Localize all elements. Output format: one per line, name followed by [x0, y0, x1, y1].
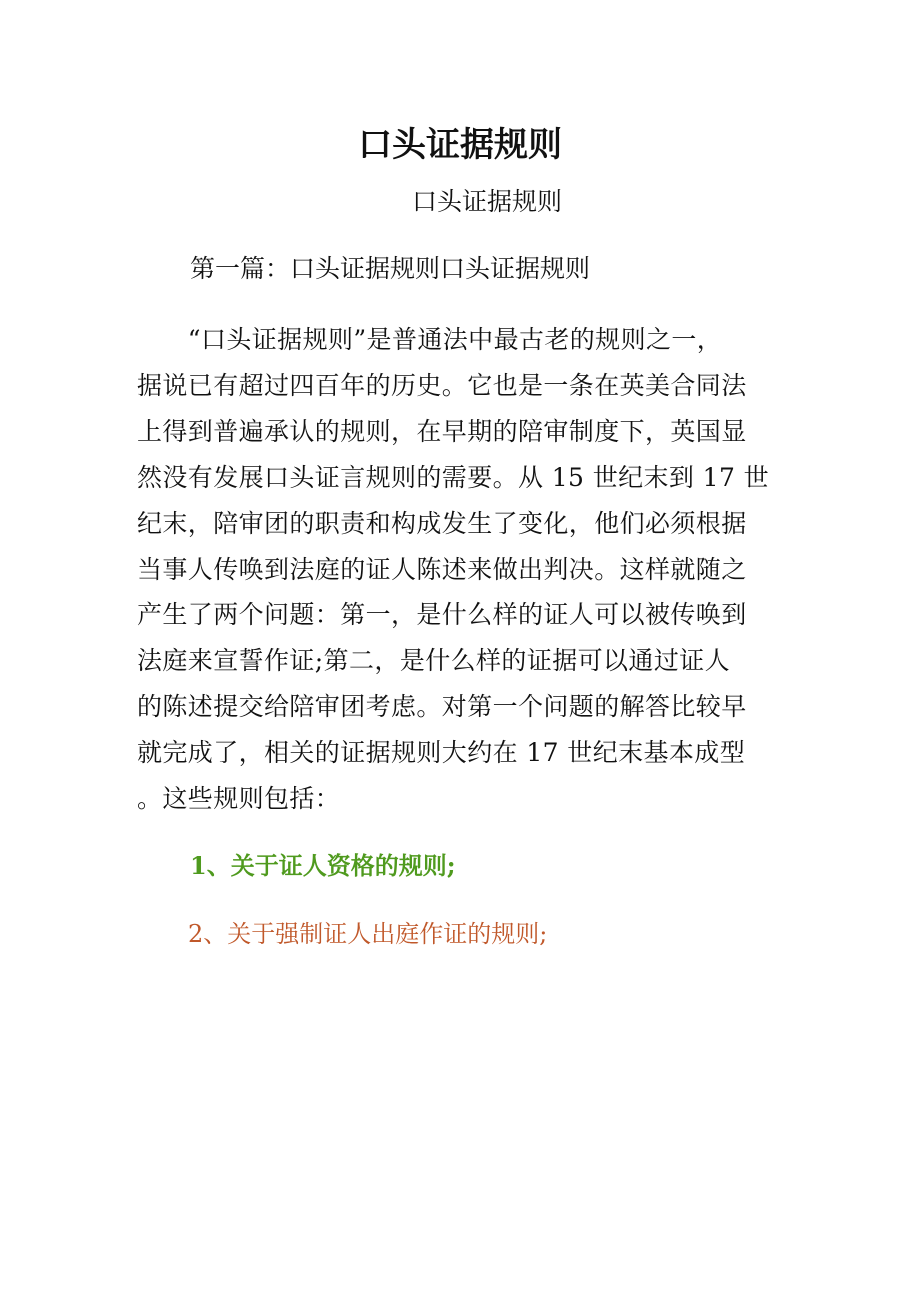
paragraph-line: 法庭来宣誓作证;第二，是什么样的证据可以通过证人 — [137, 646, 731, 676]
paragraph-line: 产生了两个问题：第一，是什么样的证人可以被传唤到 — [137, 600, 747, 630]
paragraph-line: 据说已有超过四百年的历史。它也是一条在英美合同法 — [137, 370, 747, 400]
paragraph-line: 就完成了，相关的证据规则大约在 17 世纪末基本成型 — [137, 738, 746, 768]
body-paragraph — [137, 317, 787, 822]
section-heading: 第一篇：口头证据规则口头证据规则 — [190, 254, 591, 283]
paragraph-line: 当事人传唤到法庭的证人陈述来做出判决。这样就随之 — [137, 554, 747, 584]
paragraph-line: “口头证据规则”是普通法中最古老的规则之一， — [137, 325, 723, 354]
paragraph-line: 的陈述提交给陪审团考虑。对第一个问题的解答比较早 — [137, 692, 747, 722]
paragraph-line: 上得到普遍承认的规则，在早期的陪审制度下，英国显 — [137, 416, 747, 446]
paragraph-line: 。这些规则包括： — [137, 784, 341, 814]
rule-item-witness-qualification: 1、关于证人资格的规则; — [190, 851, 456, 880]
document-title: 口头证据规则 — [358, 125, 562, 165]
rule-item-compel-witness: 2、关于强制证人出庭作证的规则; — [188, 920, 548, 948]
paragraph-line: 然没有发展口头证言规则的需要。从 15 世纪末到 17 世 — [137, 462, 770, 492]
paragraph-line: 纪末，陪审团的职责和构成发生了变化，他们必须根据 — [137, 508, 747, 538]
document-subtitle: 口头证据规则 — [412, 187, 563, 216]
